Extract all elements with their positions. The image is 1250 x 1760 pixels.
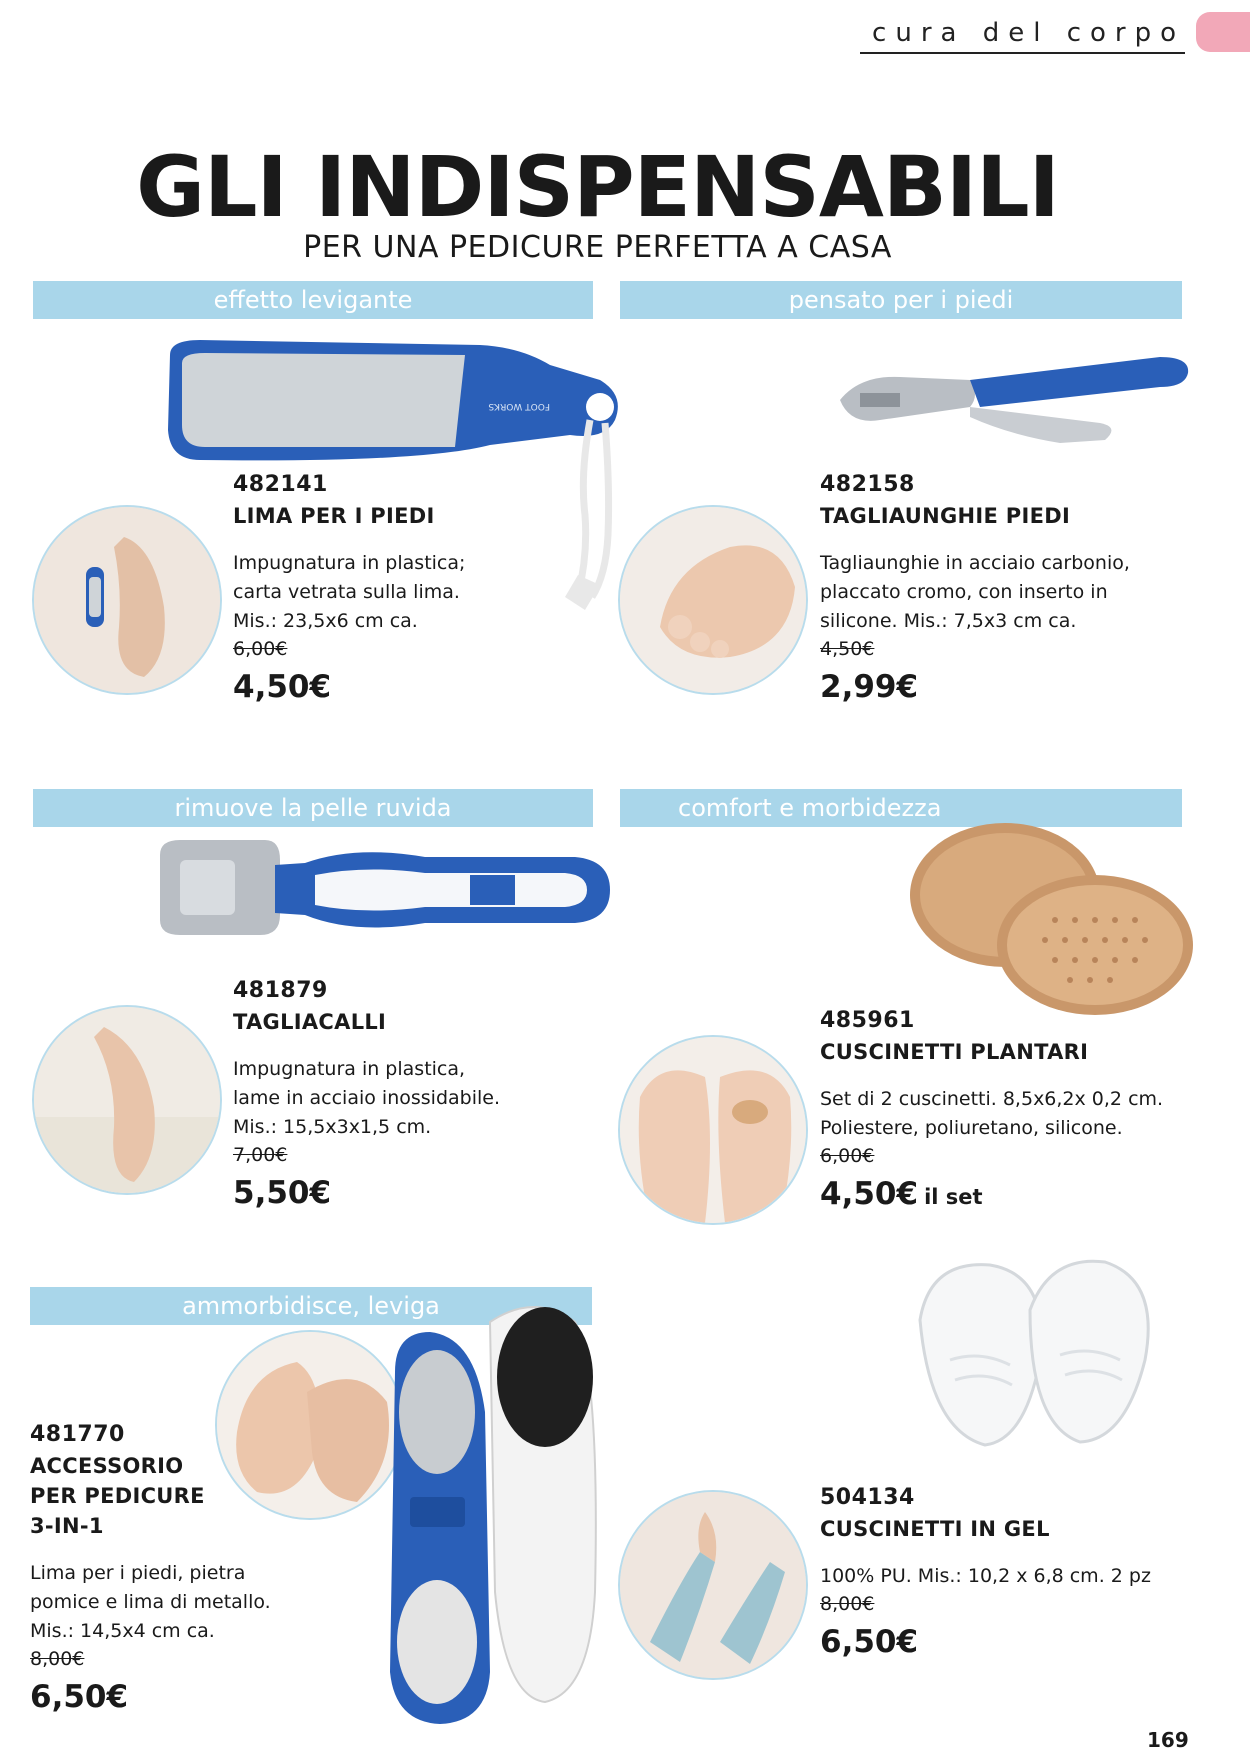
price-unit: il set xyxy=(924,1185,983,1209)
product-name: ACCESSORIO PER PEDICURE 3-IN-1 xyxy=(30,1454,205,1538)
product-description: Impugnatura in plastica; carta vetrata sulla lima. Mis.: 23,5x6 cm ca. xyxy=(233,552,466,632)
foot-photo-circle-3 xyxy=(32,1005,222,1195)
banner-effetto-levigante: effetto levigante xyxy=(33,281,593,319)
product-card-482158 xyxy=(820,472,1200,705)
page-title: GLI INDISPENSABILI xyxy=(136,138,1059,236)
banner-ammorbidisce: ammorbidisce, leviga xyxy=(30,1287,592,1325)
price: 2,99€ xyxy=(820,669,919,705)
price: 5,50€ xyxy=(233,1175,332,1211)
price: 6,50€ xyxy=(30,1679,129,1715)
foam-pads-image xyxy=(905,815,1205,1020)
old-price: 8,00€ xyxy=(820,1593,875,1615)
product-name: CUSCINETTI IN GEL xyxy=(820,1517,1050,1541)
gel-pads-image xyxy=(900,1250,1170,1460)
heels-photo-circle-6 xyxy=(618,1490,808,1680)
product-name: CUSCINETTI PLANTARI xyxy=(820,1040,1089,1064)
product-code: 482158 xyxy=(820,472,915,497)
page-subtitle: PER UNA PEDICURE PERFETTA A CASA xyxy=(303,230,892,265)
old-price: 8,00€ xyxy=(30,1648,85,1670)
old-price: 7,00€ xyxy=(233,1144,288,1166)
price: 4,50€ xyxy=(233,669,332,705)
old-price: 6,00€ xyxy=(820,1145,875,1167)
product-code: 481770 xyxy=(30,1422,125,1447)
product-description: Lima per i piedi, pietra pomice e lima di metallo. Mis.: 14,5x4 cm ca. xyxy=(30,1562,271,1642)
product-code: 485961 xyxy=(820,1008,915,1033)
price: 4,50€ il set xyxy=(820,1176,983,1212)
section-label: cura del corpo xyxy=(860,18,1185,54)
old-price: 4,50€ xyxy=(820,638,875,660)
page-number: 169 xyxy=(1147,1728,1189,1752)
foot-photo-circle-4 xyxy=(618,1035,808,1225)
product-code: 481879 xyxy=(233,978,328,1003)
product-description: Tagliaunghie in acciaio carbonio, placcato cromo, con inserto in silicone. Mis.: 7,5x3 cm ca. xyxy=(820,552,1130,632)
banner-comfort: comfort e morbidezza xyxy=(620,789,1182,827)
product-card-504134 xyxy=(820,1485,1220,1660)
product-card-485961 xyxy=(820,1008,1220,1212)
product-description: 100% PU. Mis.: 10,2 x 6,8 cm. 2 pz xyxy=(820,1565,1151,1587)
product-name: LIMA PER I PIEDI xyxy=(233,504,435,528)
foot-photo-circle-1 xyxy=(32,505,222,695)
product-card-482141 xyxy=(233,472,593,705)
product-name: TAGLIAUNGHIE PIEDI xyxy=(820,504,1071,528)
nail-clipper-image xyxy=(820,345,1195,465)
foot-photo-circle-2 xyxy=(618,505,808,695)
product-description: Impugnatura in plastica, lame in acciaio inossidabile. Mis.: 15,5x3x1,5 cm. xyxy=(233,1058,500,1138)
callus-remover-image xyxy=(155,835,615,945)
product-description: Set di 2 cuscinetti. 8,5x6,2x 0,2 cm. Poliestere, poliuretano, silicone. xyxy=(820,1088,1164,1139)
price: 6,50€ xyxy=(820,1624,919,1660)
banner-rimuove-pelle: rimuove la pelle ruvida xyxy=(33,789,593,827)
old-price: 6,00€ xyxy=(233,638,288,660)
banner-pensato-per-i-piedi: pensato per i piedi xyxy=(620,281,1182,319)
product-code: 482141 xyxy=(233,472,328,497)
foot-works-logo: FOOT WORKS xyxy=(488,401,550,411)
product-name: TAGLIACALLI xyxy=(233,1010,387,1034)
pedicure-3in1-image xyxy=(375,1292,600,1732)
product-code: 504134 xyxy=(820,1485,915,1510)
section-tab xyxy=(1196,12,1250,52)
product-card-481879 xyxy=(233,978,593,1211)
product-card-481770 xyxy=(30,1422,330,1715)
